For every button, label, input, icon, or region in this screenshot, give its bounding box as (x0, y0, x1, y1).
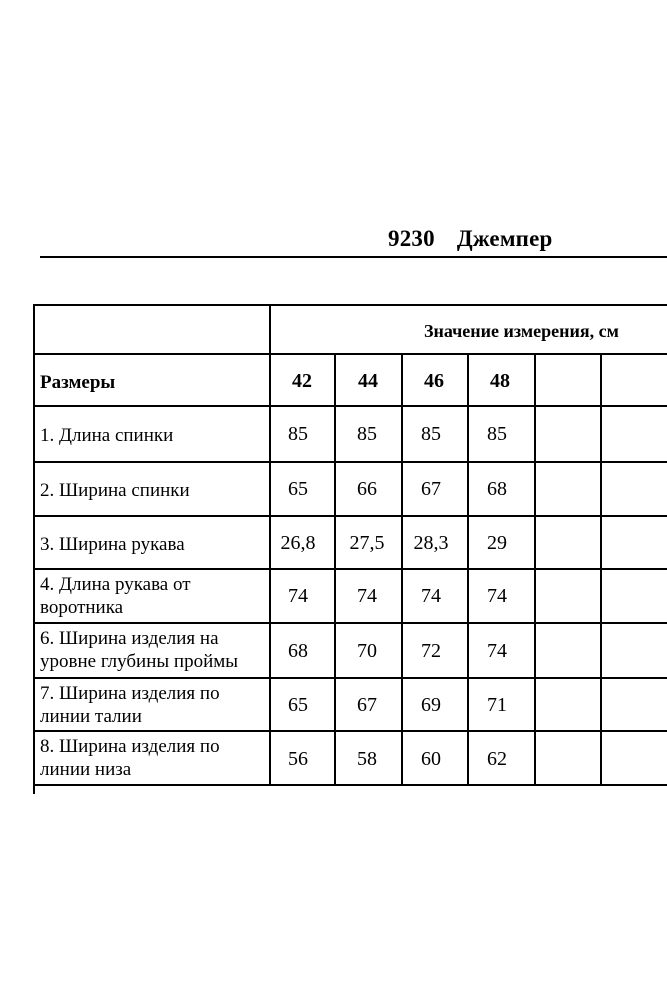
table-row-divider (33, 461, 667, 463)
table-row-divider (33, 622, 667, 624)
measurement-label: 3. Ширина рукава (40, 534, 185, 555)
table-bottom-border (33, 784, 667, 786)
measurement-value: 74 (487, 640, 507, 662)
table-top-border (33, 304, 667, 306)
table-row-divider (33, 405, 667, 407)
document-title (388, 226, 553, 252)
measurement-value: 74 (421, 585, 441, 607)
table-row-divider (33, 677, 667, 679)
measurement-label: 8. Ширина изделия по линии низа (40, 736, 220, 780)
measurement-value: 56 (288, 748, 308, 770)
measurement-value: 62 (487, 748, 507, 770)
measurement-value: 67 (421, 478, 441, 500)
size-header: 46 (424, 370, 444, 392)
size-header: 48 (490, 370, 510, 392)
measurement-unit-header: Значение измерения, см (424, 321, 619, 341)
table-column-divider (401, 353, 403, 786)
size-header: 44 (358, 370, 378, 392)
measurement-label: 1. Длина спинки (40, 425, 174, 446)
measurement-label: 2. Ширина спинки (40, 480, 190, 501)
measurement-value: 67 (357, 694, 377, 716)
measurement-value: 85 (288, 423, 308, 445)
table-row-divider (33, 515, 667, 517)
measurement-value: 70 (357, 640, 377, 662)
measurement-value: 74 (487, 585, 507, 607)
measurement-value: 26,8 (280, 532, 316, 554)
article-number: 9230 (388, 226, 435, 251)
measurement-value: 71 (487, 694, 507, 716)
measurement-value: 85 (357, 423, 377, 445)
measurement-value: 65 (288, 478, 308, 500)
measurement-value: 74 (288, 585, 308, 607)
table-header-divider (33, 353, 667, 355)
measurement-value: 68 (487, 478, 507, 500)
table-row-divider (33, 568, 667, 570)
measurement-value: 69 (421, 694, 441, 716)
measurement-value: 29 (487, 532, 507, 554)
measurement-value: 66 (357, 478, 377, 500)
table-column-divider (334, 353, 336, 786)
measurement-value: 72 (421, 640, 441, 662)
measurement-value: 28,3 (413, 532, 449, 554)
measurement-value: 74 (357, 585, 377, 607)
measurement-value: 65 (288, 694, 308, 716)
table-left-border (33, 304, 35, 794)
size-header: 42 (292, 370, 312, 392)
sizes-label: Размеры (40, 372, 116, 393)
table-column-divider (534, 353, 536, 786)
measurement-label: 7. Ширина изделия по линии талии (40, 683, 220, 727)
table-row-divider (33, 730, 667, 732)
title-underline (40, 256, 667, 258)
measurement-value: 68 (288, 640, 308, 662)
measurement-value: 60 (421, 748, 441, 770)
table-column-divider (600, 353, 602, 786)
table-column-divider (467, 353, 469, 786)
product-name: Джемпер (456, 226, 553, 251)
measurement-value: 85 (487, 423, 507, 445)
measurement-value: 58 (357, 748, 377, 770)
measurement-value: 85 (421, 423, 441, 445)
measurement-label: 6. Ширина изделия на уровне глубины проймы (40, 628, 239, 672)
measurement-label: 4. Длина рукава от воротника (40, 574, 191, 618)
measurement-value: 27,5 (349, 532, 385, 554)
